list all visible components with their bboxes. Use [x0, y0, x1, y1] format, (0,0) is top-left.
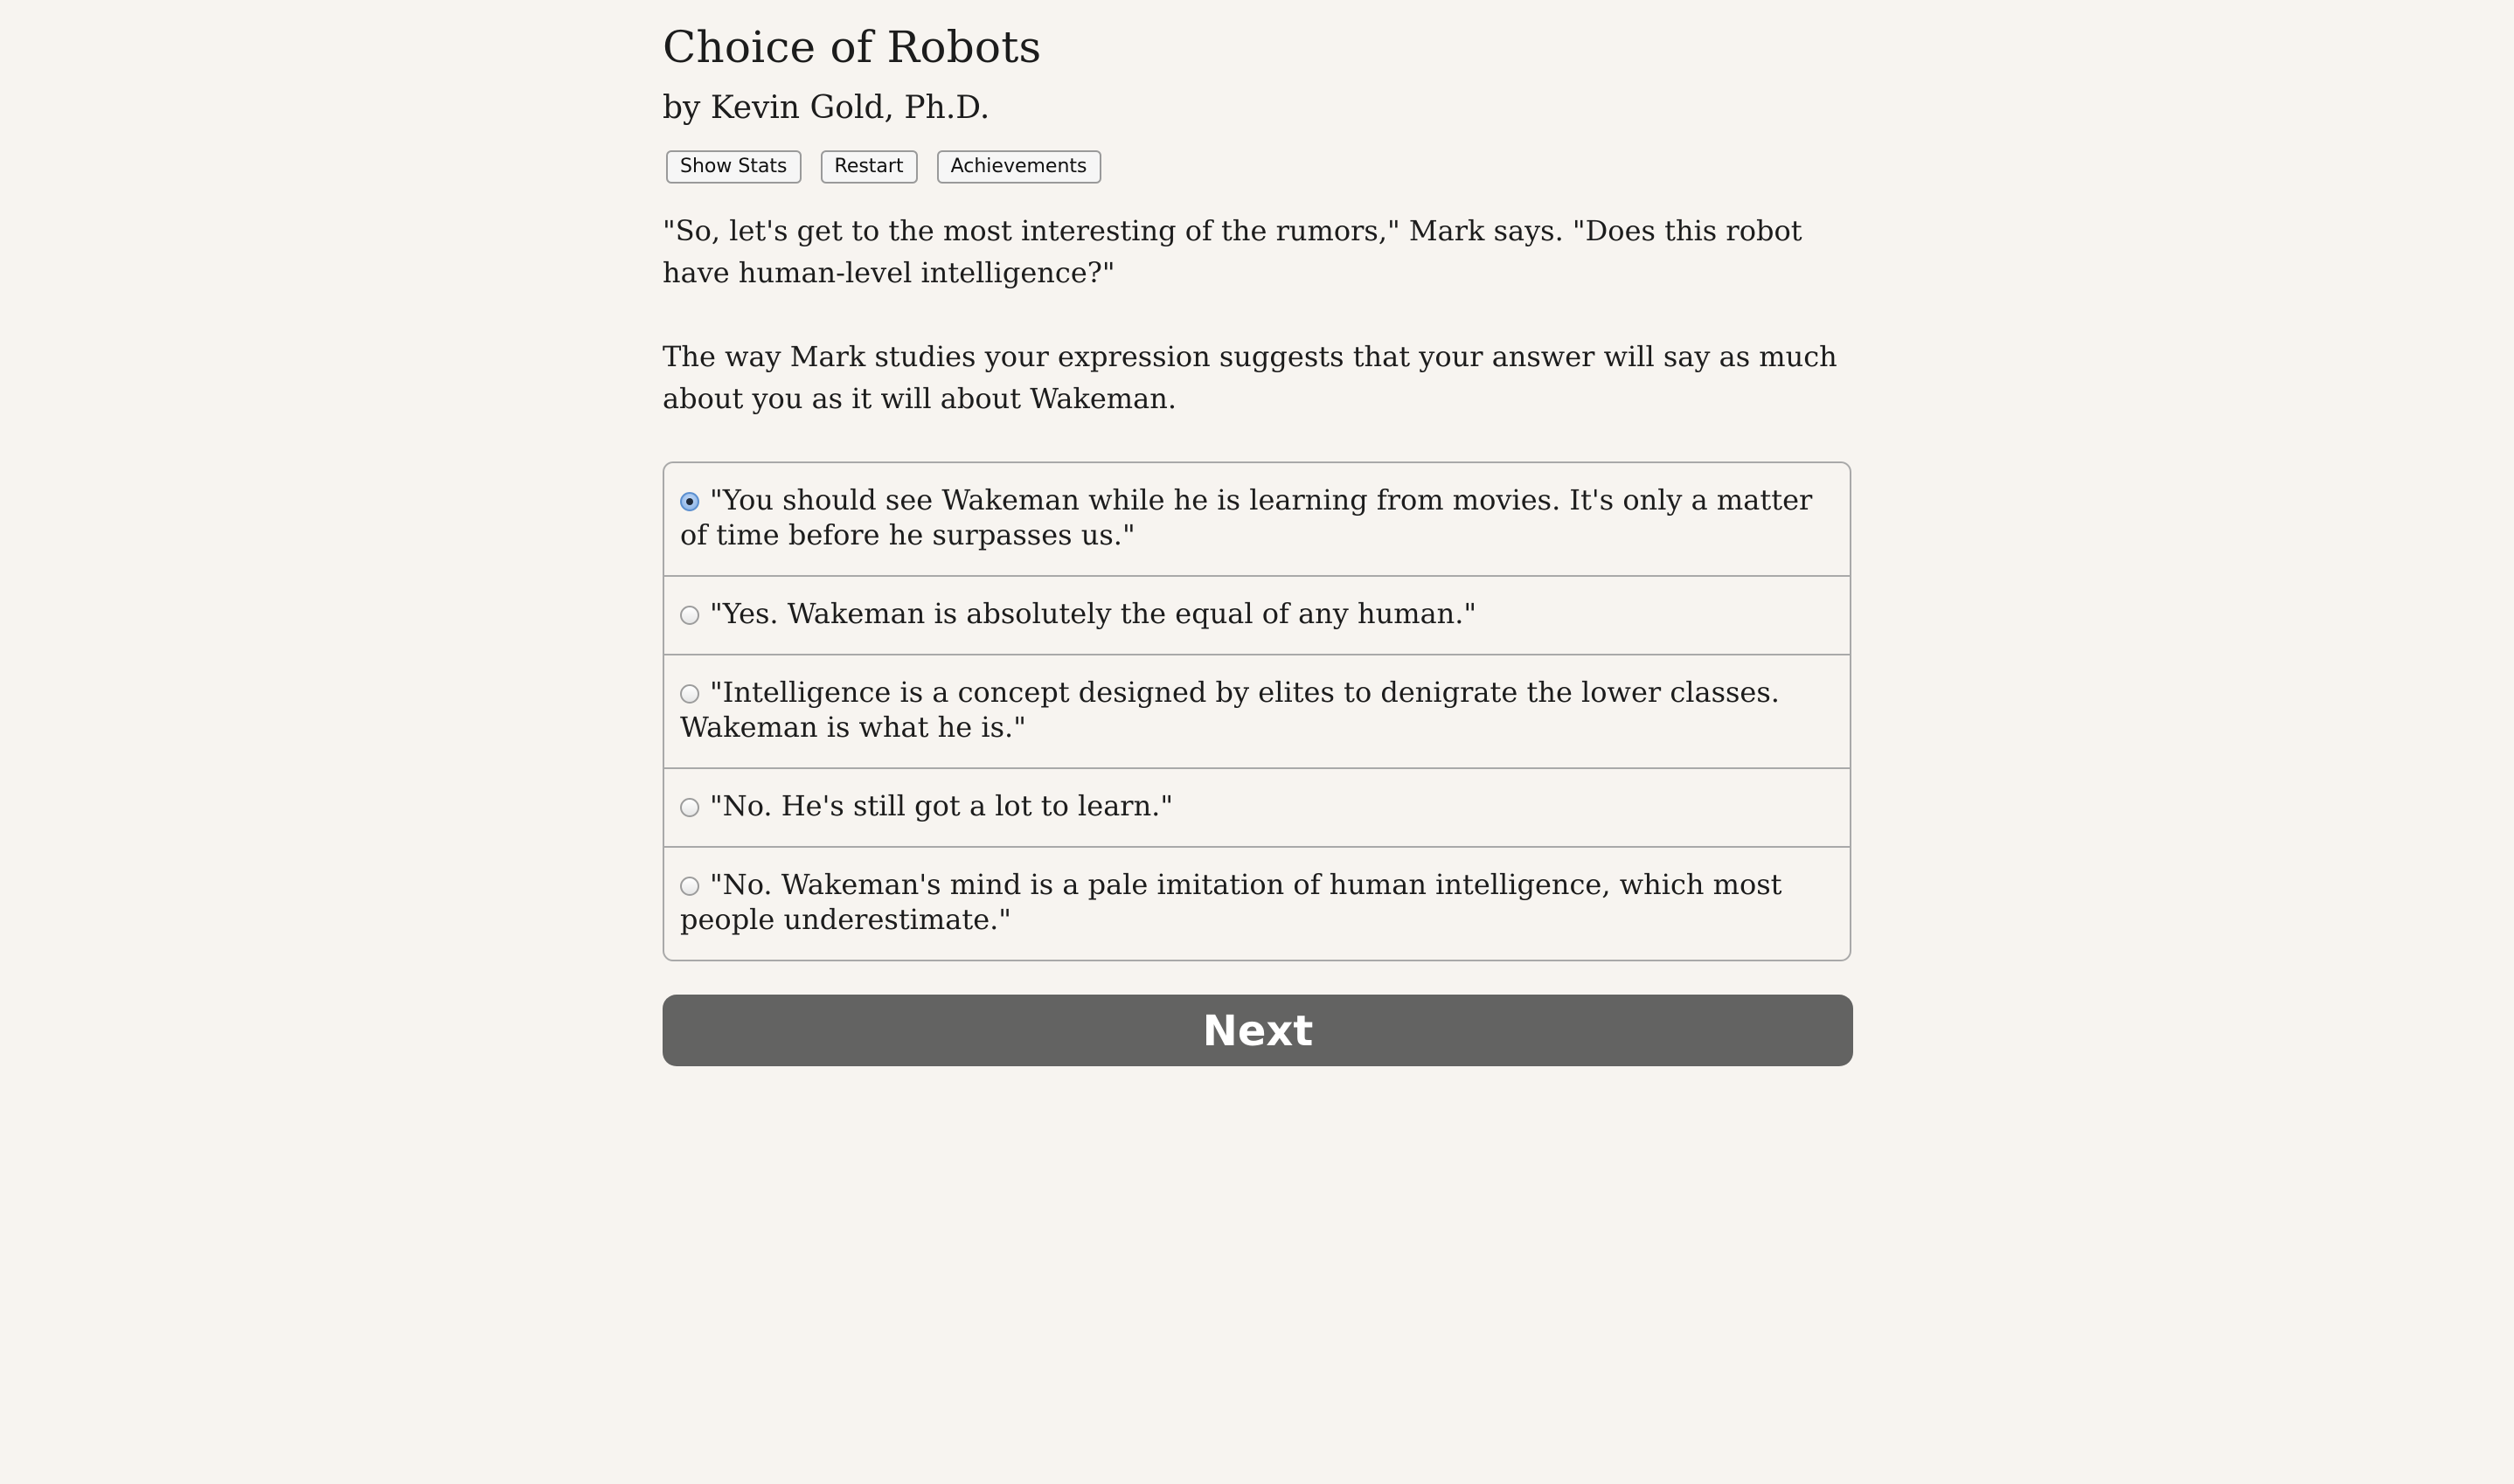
choice-label: "Intelligence is a concept designed by elites to denigrate the lower classes. Wakeman is what he is." [680, 676, 1780, 744]
story-paragraph: "So, let's get to the most interesting of the rumors," Mark says. "Does this robot have human-level intelligence?" [663, 214, 1802, 289]
next-button[interactable]: Next [663, 995, 1853, 1066]
author-byline: by Kevin Gold, Ph.D. [663, 90, 990, 126]
choice-option-1[interactable] [664, 463, 1850, 575]
choice-label: "No. Wakeman's mind is a pale imitation of human intelligence, which most people underestimate." [680, 868, 1782, 936]
game-page [663, 0, 1851, 1066]
choice-label: "No. He's still got a lot to learn." [710, 789, 1174, 822]
choice-option-2[interactable] [664, 575, 1850, 654]
radio-icon[interactable] [680, 798, 699, 817]
achievements-button[interactable]: Achievements [937, 150, 1101, 184]
story-paragraph: The way Mark studies your expression suggests that your answer will say as much about you as it will about Wakeman. [663, 340, 1837, 415]
restart-button[interactable]: Restart [821, 150, 918, 184]
radio-icon[interactable] [680, 877, 699, 896]
game-title: Choice of Robots [663, 22, 1042, 73]
toolbar [663, 150, 1851, 184]
radio-icon[interactable] [680, 684, 699, 704]
story-text [663, 210, 1851, 420]
choice-label: "You should see Wakeman while he is learning from movies. It's only a matter of time before he surpasses us." [680, 483, 1813, 551]
choice-label: "Yes. Wakeman is absolutely the equal of any human." [710, 597, 1477, 630]
choice-option-5[interactable] [664, 846, 1850, 960]
radio-selected-icon[interactable] [680, 492, 699, 511]
choice-option-4[interactable] [664, 767, 1850, 846]
choice-list [663, 461, 1851, 961]
show-stats-button[interactable]: Show Stats [666, 150, 802, 184]
choice-option-3[interactable] [664, 654, 1850, 767]
radio-icon[interactable] [680, 606, 699, 625]
